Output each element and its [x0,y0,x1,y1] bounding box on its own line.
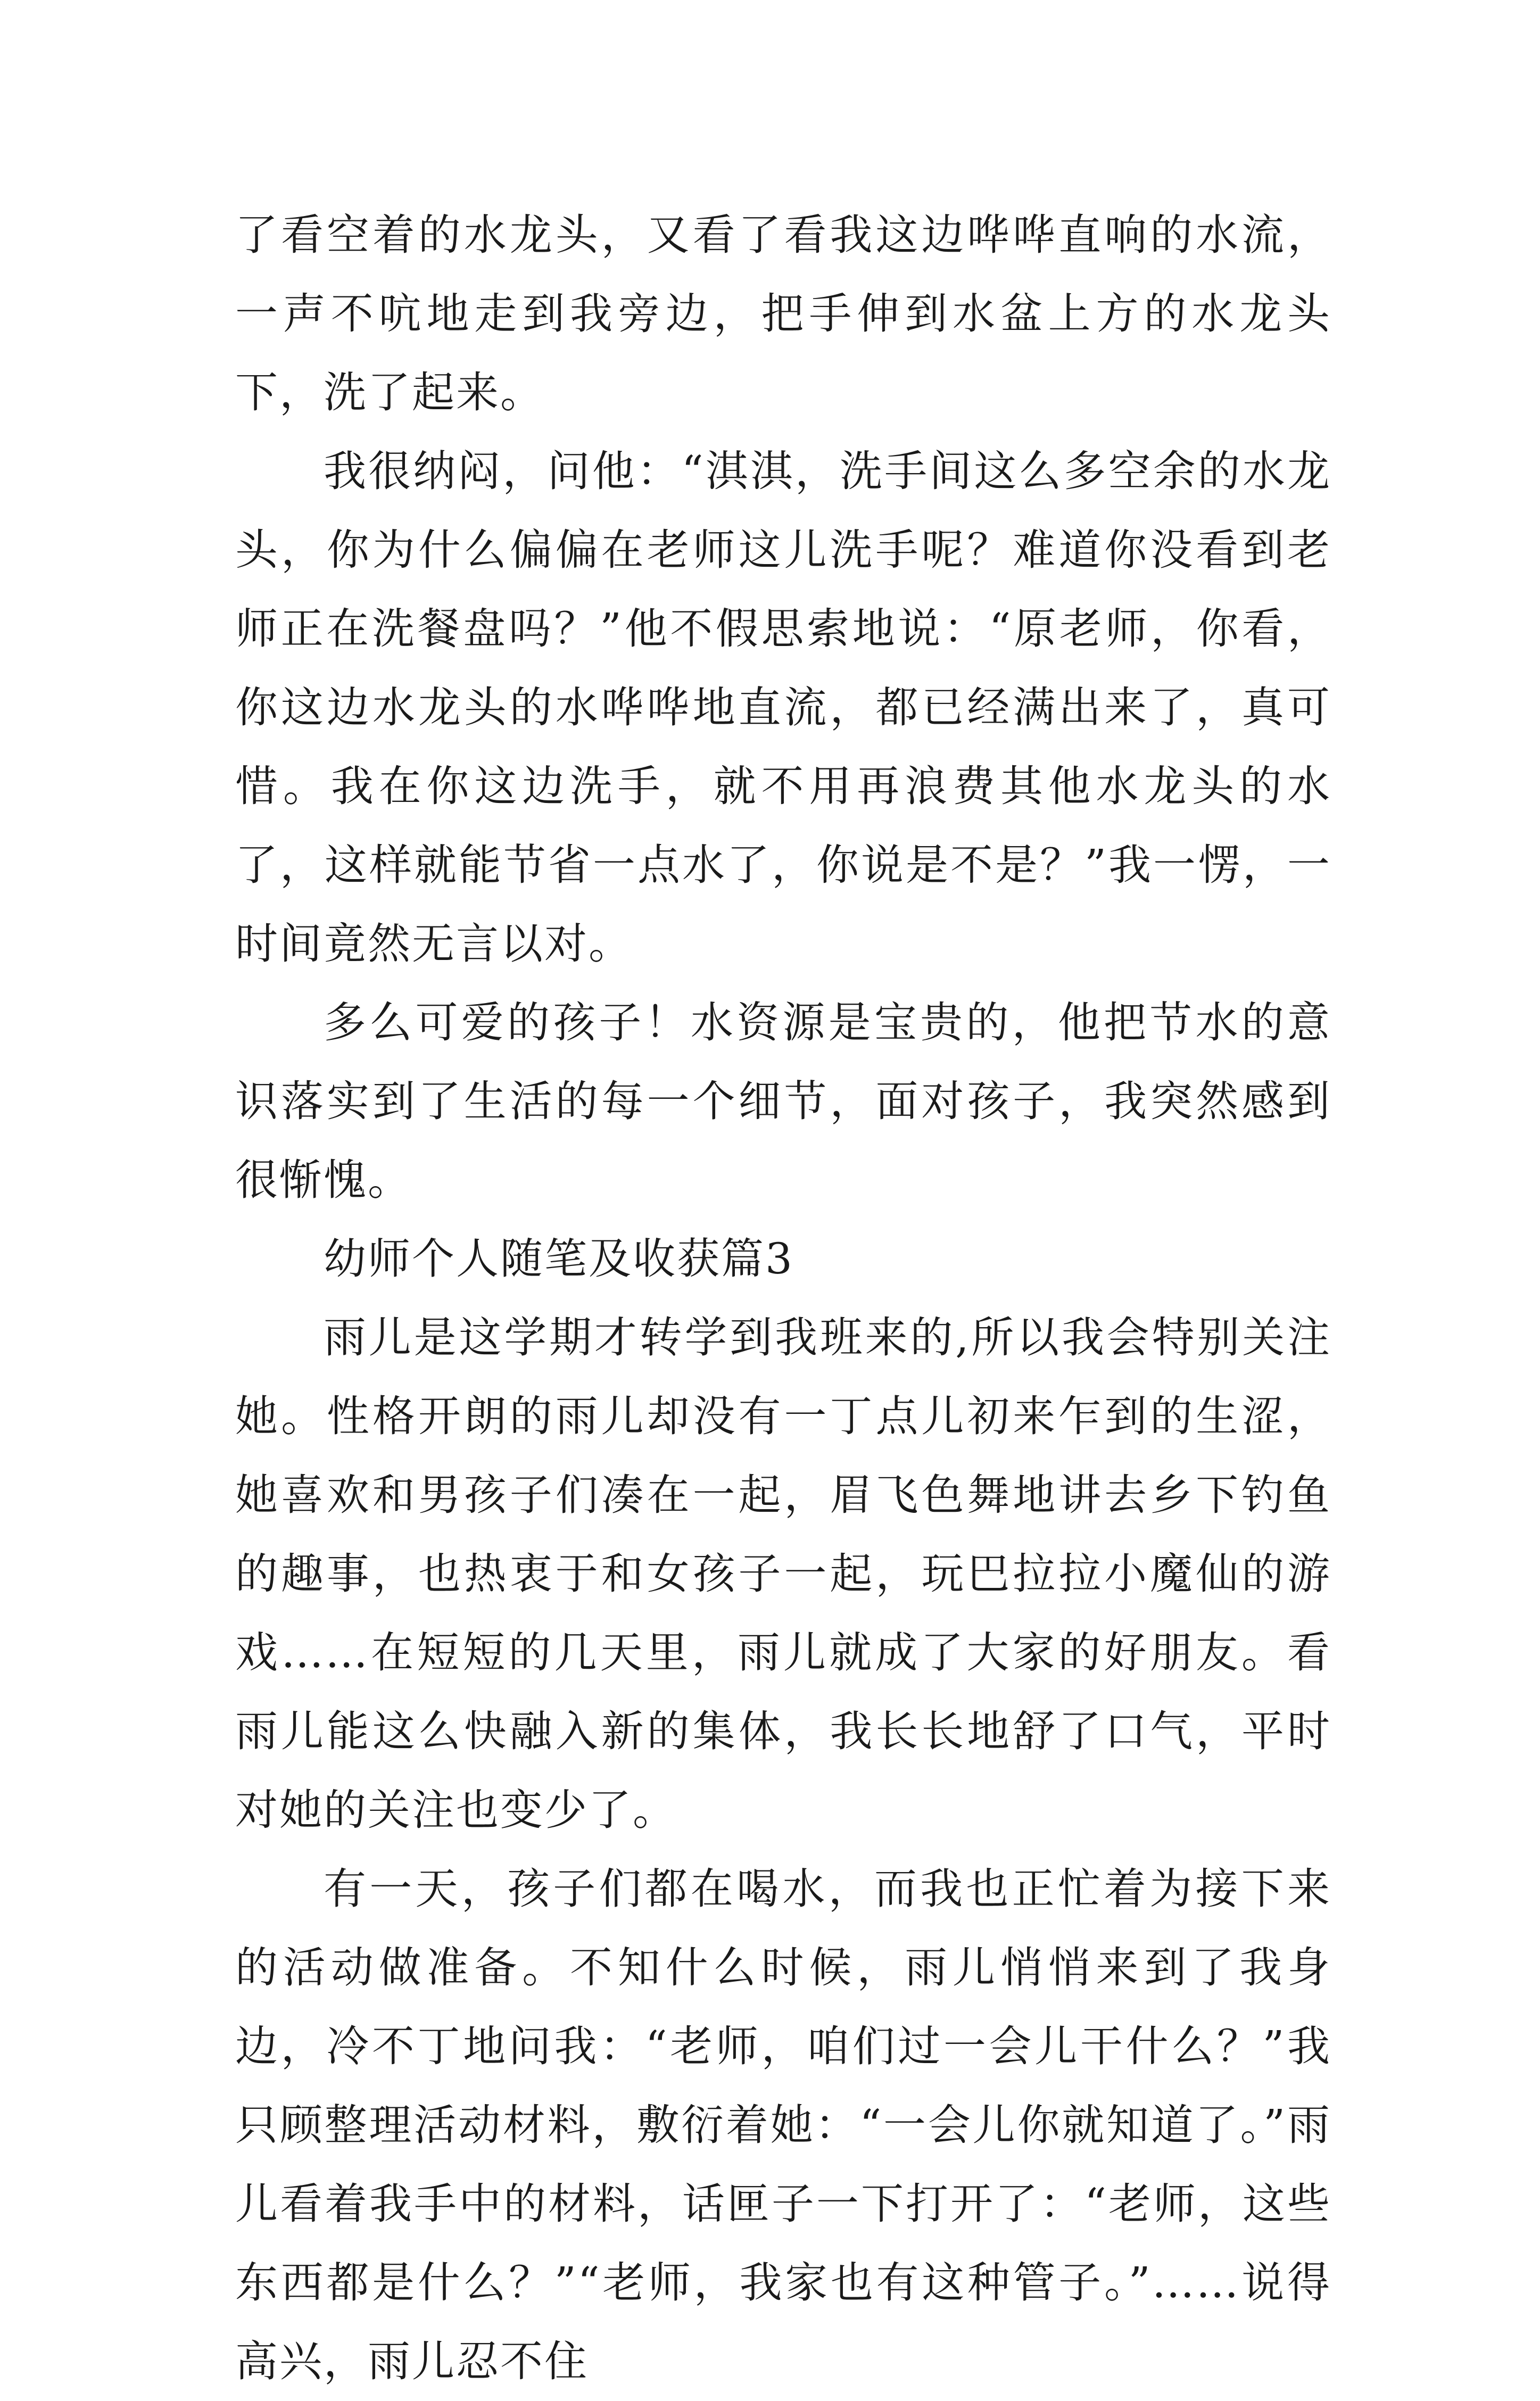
paragraph-yuer-intro: 雨儿是这学期才转学到我班来的,所以我会特别关注她。性格开朗的雨儿却没有一丁点儿初来乍到的生涩，她喜欢和男孩子们凑在一起，眉飞色舞地讲去乡下钓鱼的趣事，也热衷于和女孩子一起，玩巴拉拉小魔仙的游戏……在短短的几天里，雨儿就成了大家的好朋友。看雨儿能这么快融入新的集体，我长长地舒了口气，平时对她的关注也变少了。 [235,1313,1331,1835]
paragraph-reflection: 多么可爱的孩子！水资源是宝贵的，他把节水的意识落实到了生活的每一个细节，面对孩子，我突然感到很惭愧。 [235,998,1331,1205]
document-body [235,196,1331,2401]
paragraph-dialogue: 我很纳闷，问他：“淇淇，洗手间这么多空余的水龙头，你为什么偏偏在老师这儿洗手呢？难道你没看到老师正在洗餐盘吗？”他不假思索地说：“原老师，你看，你这边水龙头的水哗哗地直流，都已经满出来了，真可惜。我在你这边洗手，就不用再浪费其他水龙头的水了，这样就能节省一点水了，你说是不是？”我一愣，一时间竟然无言以对。 [235,446,1331,968]
paragraph-continued: 了看空着的水龙头，又看了看我这边哗哗直响的水流，一声不吭地走到我旁边，把手伸到水盆上方的水龙头下，洗了起来。 [235,210,1331,417]
section-title: 幼师个人随笔及收获篇3 [324,1234,794,1284]
paragraph-yuer-story: 有一天，孩子们都在喝水，而我也正忙着为接下来的活动做准备。不知什么时候，雨儿悄悄来到了我身边，冷不丁地问我：“老师，咱们过一会儿干什么？”我只顾整理活动材料，敷衍着她：“一会儿你就知道了。”雨儿看着我手中的材料，话匣子一下打开了：“老师，这些东西都是什么？”“老师，我家也有这种管子。”……说得高兴，雨儿忍不住 [235,1864,1331,2386]
